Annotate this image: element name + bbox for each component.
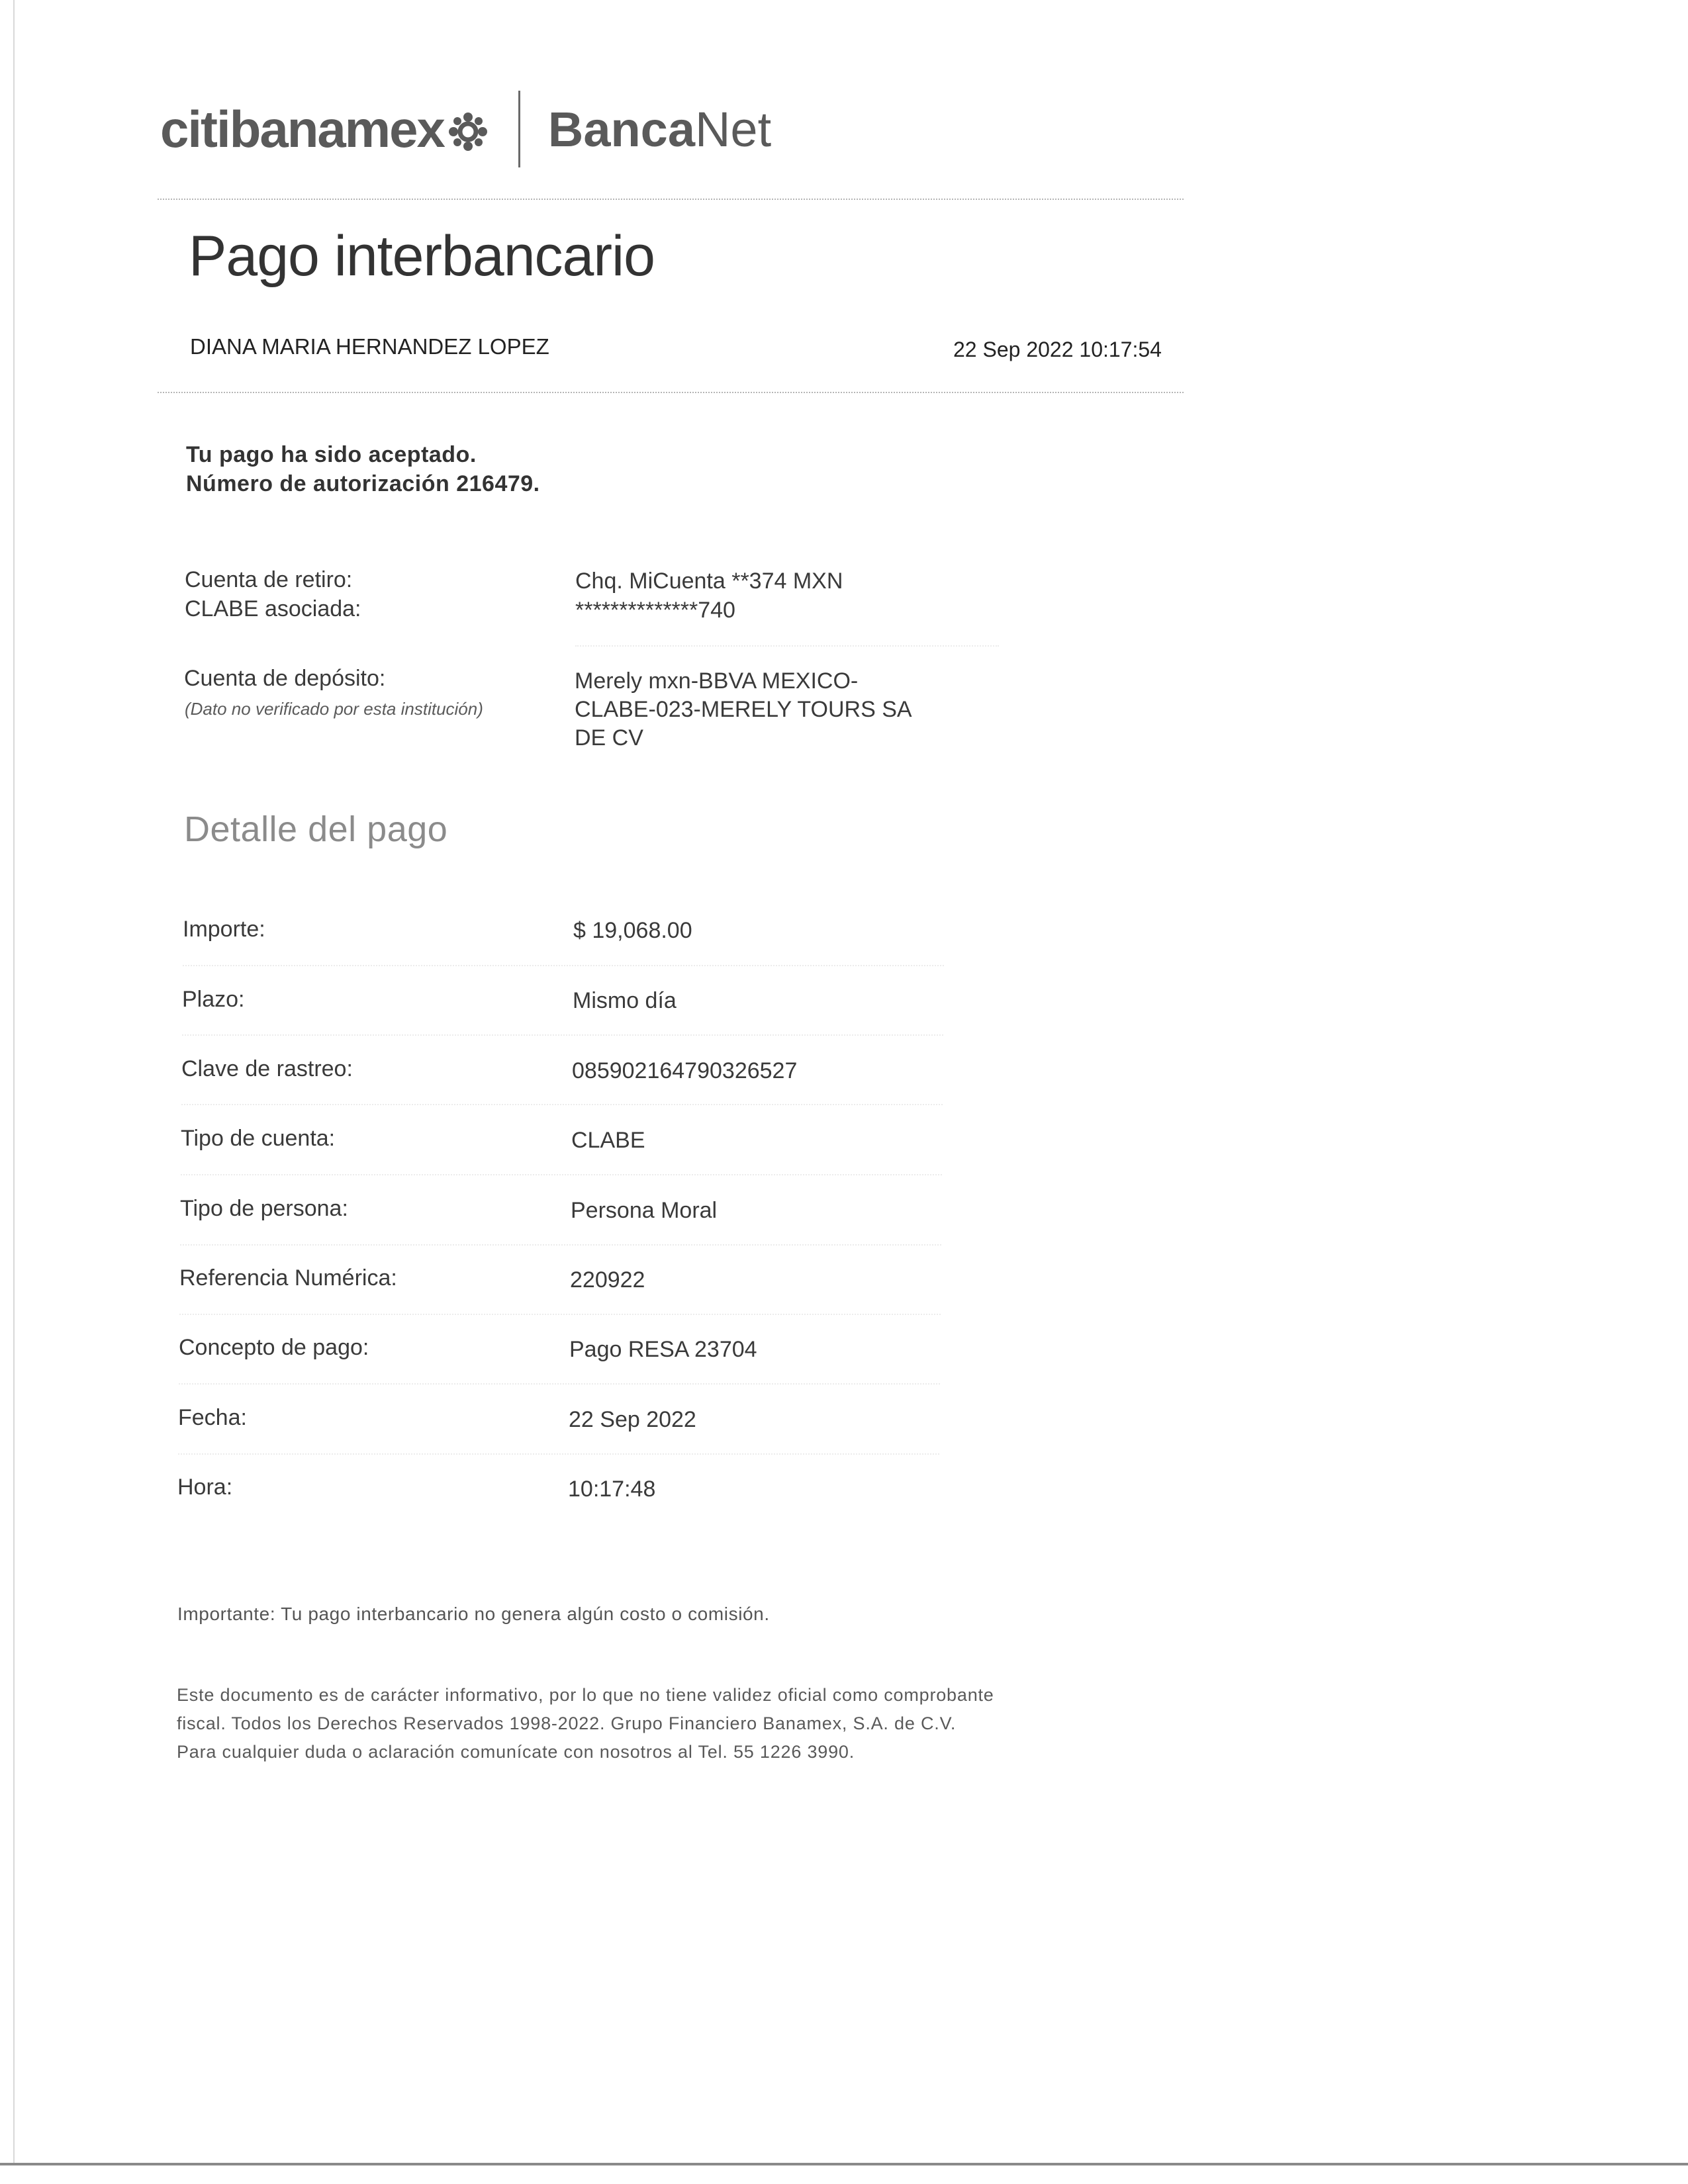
page-title: Pago interbancario xyxy=(189,224,655,288)
withdraw-account-label: Cuenta de retiro: xyxy=(185,567,353,592)
bank-logo xyxy=(160,86,771,172)
logo-net-text: Net xyxy=(694,101,772,157)
detail-label-term: Plazo: xyxy=(182,987,245,1012)
account-holder-name: DIANA MARIA HERNANDEZ LOPEZ xyxy=(190,334,549,359)
logo-citi-text: citi xyxy=(160,99,230,158)
detail-row-divider xyxy=(179,1314,941,1315)
detail-label-date: Fecha: xyxy=(178,1405,247,1430)
deposit-account-line3: DE CV xyxy=(575,725,643,751)
banamex-emblem-icon xyxy=(448,112,488,152)
clabe-value: **************740 xyxy=(575,598,735,623)
legal-line-2: fiscal. Todos los Derechos Reservados 1998-2022. Grupo Financiero Banamex, S.A. de C.V. xyxy=(177,1713,957,1733)
detail-label-amount: Importe: xyxy=(183,917,265,942)
detail-row-divider xyxy=(183,965,944,966)
detail-value-person-type: Persona Moral xyxy=(571,1198,718,1223)
detail-label-numeric-reference: Referencia Numérica: xyxy=(179,1265,397,1291)
legal-disclaimer xyxy=(177,1681,994,1766)
detail-label-payment-concept: Concepto de pago: xyxy=(179,1335,369,1360)
detail-value-payment-concept: Pago RESA 23704 xyxy=(569,1337,757,1362)
detail-value-tracking-key: 085902164790326527 xyxy=(572,1058,798,1083)
deposit-account-note: (Dato no verificado por esta institución) xyxy=(185,699,483,719)
detail-value-term: Mismo día xyxy=(573,988,677,1013)
detail-value-account-type: CLABE xyxy=(571,1128,645,1153)
authorization-number: Número de autorización 216479. xyxy=(186,471,540,496)
transaction-datetime: 22 Sep 2022 10:17:54 xyxy=(953,338,1162,361)
detail-label-time: Hora: xyxy=(177,1475,233,1500)
detail-row-divider xyxy=(181,1174,942,1175)
logo-banamex-text: banamex xyxy=(229,99,444,158)
confirmation-message: Tu pago ha sido aceptado. xyxy=(186,442,477,467)
deposit-account-line2: CLABE-023-MERELY TOURS SA xyxy=(575,697,912,722)
payment-detail-title: Detalle del pago xyxy=(184,809,448,849)
deposit-account-line1: Merely mxn-BBVA MEXICO- xyxy=(575,668,859,694)
detail-value-amount: $ 19,068.00 xyxy=(573,918,692,943)
header-divider xyxy=(158,199,1184,200)
legal-line-3: Para cualquier duda o aclaración comunícate con nosotros al Tel. 55 1226 3990. xyxy=(177,1742,855,1762)
clabe-label: CLABE asociada: xyxy=(185,596,361,621)
deposit-account-label: Cuenta de depósito: xyxy=(184,666,386,691)
detail-label-account-type: Tipo de cuenta: xyxy=(181,1126,336,1151)
title-divider xyxy=(158,392,1184,393)
withdraw-account-value: Chq. MiCuenta **374 MXN xyxy=(575,569,843,594)
detail-value-numeric-reference: 220922 xyxy=(570,1267,645,1293)
legal-line-1: Este documento es de carácter informativo, por lo que no tiene validez oficial como comprobante xyxy=(177,1685,994,1705)
detail-value-date: 22 Sep 2022 xyxy=(569,1407,696,1432)
logo-divider xyxy=(518,91,520,167)
page-edge xyxy=(13,0,15,2164)
detail-row-divider xyxy=(179,1383,940,1385)
detail-label-tracking-key: Clave de rastreo: xyxy=(181,1056,353,1081)
scan-bottom-edge xyxy=(0,2163,1688,2165)
detail-row-divider xyxy=(178,1453,939,1455)
detail-row-divider xyxy=(181,1104,943,1105)
detail-value-time: 10:17:48 xyxy=(568,1477,656,1502)
important-note: Importante: Tu pago interbancario no genera algún costo o comisión. xyxy=(177,1604,770,1624)
accounts-divider xyxy=(575,645,999,647)
logo-banca-text: Banca xyxy=(547,101,695,157)
detail-label-person-type: Tipo de persona: xyxy=(180,1196,348,1221)
detail-row-divider xyxy=(182,1034,943,1036)
detail-row-divider xyxy=(180,1244,941,1246)
